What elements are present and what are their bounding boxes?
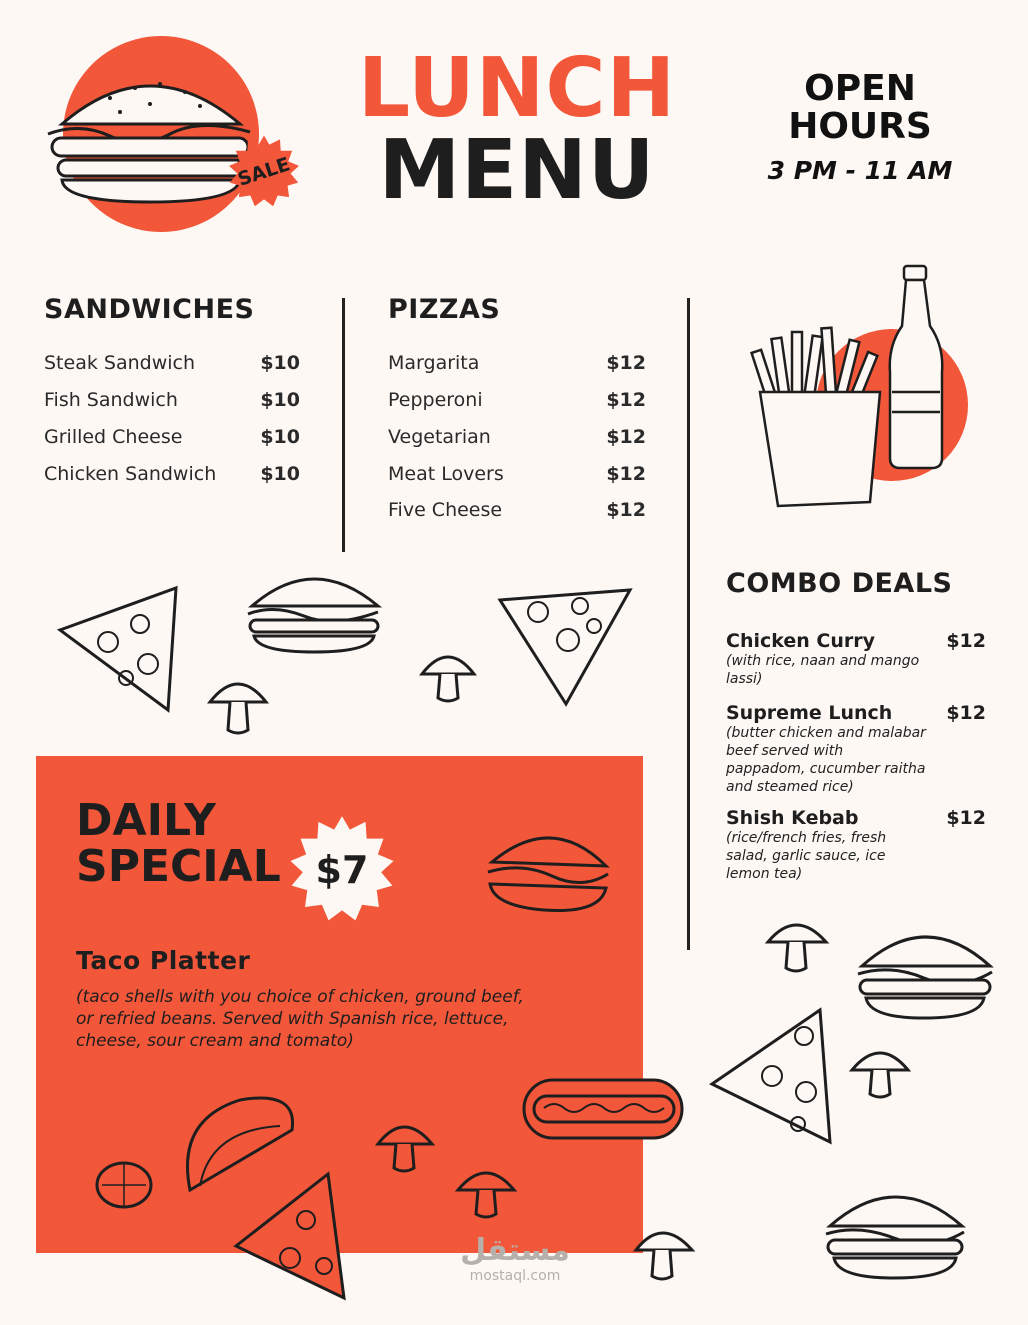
menu-item-price: $12 — [606, 426, 646, 448]
menu-item-price: $10 — [260, 426, 300, 448]
menu-item — [388, 463, 646, 485]
daily-special-price: $7 — [315, 848, 369, 892]
menu-item — [388, 352, 646, 374]
combo-item-price: $12 — [946, 702, 986, 724]
menu-item-name: Fish Sandwich — [44, 389, 178, 411]
column-divider — [687, 298, 690, 950]
daily-special-description: (taco shells with you choice of chicken, ground beef, or refried beans. Served with Spanish rice, lettuce, cheese, sour cream and tomato) — [76, 987, 524, 1051]
menu-item-name: Pepperoni — [388, 389, 483, 411]
sale-label: SALE — [235, 153, 293, 191]
combo-item-price: $12 — [946, 807, 986, 829]
daily-special-heading — [76, 795, 281, 892]
menu-item-price: $12 — [606, 389, 646, 411]
burger-icon — [244, 566, 384, 656]
open-hours-line-2: HOURS — [788, 106, 932, 147]
menu-item — [388, 499, 646, 521]
fries-and-soda-illustration — [752, 262, 972, 512]
menu-item-price: $10 — [260, 463, 300, 485]
mushroom-icon — [206, 672, 270, 738]
daily-special-name: Taco Platter — [76, 946, 251, 975]
mushroom-icon — [418, 644, 478, 706]
combo-item-name: Supreme Lunch — [726, 702, 893, 724]
menu-item-price: $12 — [606, 499, 646, 521]
menu-item-name: Meat Lovers — [388, 463, 504, 485]
menu-item — [388, 389, 646, 411]
menu-item-name: Five Cheese — [388, 499, 503, 521]
burger-icon — [822, 1182, 968, 1282]
pizza-slice-icon — [708, 1006, 834, 1146]
menu-item — [44, 389, 300, 411]
daily-special-line-1: DAILY — [76, 795, 216, 846]
open-hours-line-1: OPEN — [804, 68, 916, 109]
open-hours-heading — [760, 70, 960, 146]
menu-item — [44, 463, 300, 485]
sandwiches-heading: SANDWICHES — [44, 294, 255, 325]
mushroom-icon — [848, 1040, 912, 1102]
mushroom-icon — [454, 1160, 518, 1222]
combo-item-price: $12 — [946, 630, 986, 652]
pizza-slice-icon — [498, 586, 634, 708]
tomato-icon — [94, 1160, 154, 1210]
combo-item-name: Shish Kebab — [726, 807, 859, 829]
menu-item-name: Vegetarian — [388, 426, 491, 448]
menu-item-price: $10 — [260, 352, 300, 374]
combo-item — [726, 702, 986, 796]
menu-item-name: Margarita — [388, 352, 480, 374]
menu-item-name: Grilled Cheese — [44, 426, 183, 448]
combo-item-description: (with rice, naan and mango lassi) — [726, 653, 920, 687]
mushroom-icon — [632, 1220, 696, 1284]
menu-item-price: $10 — [260, 389, 300, 411]
column-divider — [342, 298, 345, 552]
combo-item-description: (butter chicken and malabar beef served with pappadom, cucumber raitha and steamed rice) — [726, 725, 926, 795]
open-hours-time: 3 PM - 11 AM — [767, 156, 953, 185]
combo-deals-heading: COMBO DEALS — [726, 568, 953, 599]
menu-item-price: $12 — [606, 463, 646, 485]
burger-icon — [482, 822, 612, 918]
burger-icon — [854, 922, 996, 1022]
menu-item-price: $12 — [606, 352, 646, 374]
menu-item — [44, 352, 300, 374]
combo-item — [726, 807, 986, 883]
combo-item-name: Chicken Curry — [726, 630, 875, 652]
menu-item-name: Chicken Sandwich — [44, 463, 217, 485]
watermark — [440, 1234, 590, 1284]
title-lunch: LUNCH — [357, 41, 677, 136]
soda-bottle-icon — [890, 266, 943, 468]
pizza-slice-icon — [56, 584, 181, 714]
title-menu: MENU — [378, 123, 656, 218]
combo-item-description: (rice/french fries, fresh salad, garlic sauce, ice lemon tea) — [726, 830, 887, 882]
pizzas-heading: PIZZAS — [388, 294, 501, 325]
menu-item — [388, 426, 646, 448]
daily-special-line-2: SPECIAL — [76, 841, 281, 892]
mushroom-icon — [764, 912, 830, 976]
watermark-logo: مستقل — [460, 1233, 570, 1268]
pizza-slice-icon — [232, 1170, 348, 1302]
menu-item-name: Steak Sandwich — [44, 352, 195, 374]
menu-item — [44, 426, 300, 448]
combo-item — [726, 630, 986, 688]
mushroom-icon — [374, 1114, 436, 1176]
hotdog-icon — [520, 1072, 686, 1146]
watermark-url: mostaql.com — [469, 1268, 561, 1284]
